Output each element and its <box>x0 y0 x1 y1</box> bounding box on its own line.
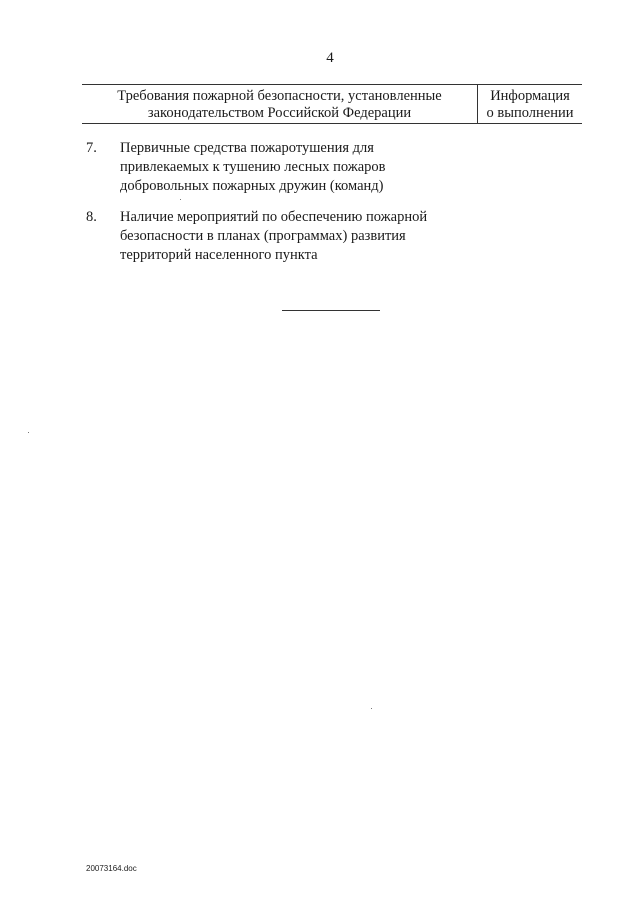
page-number: 4 <box>326 50 334 66</box>
item-text-line: безопасности в планах (программах) развития <box>120 228 406 244</box>
end-separator-line <box>282 310 380 311</box>
item-text-line: добровольных пожарных дружин (команд) <box>120 178 384 194</box>
info-header-line-2: о выполнении <box>486 105 574 121</box>
requirements-header-line-1: Требования пожарной безопасности, установленные <box>117 88 442 104</box>
table-header <box>82 84 582 124</box>
requirements-column-header <box>82 85 478 123</box>
item-text-line: территорий населенного пункта <box>120 247 318 263</box>
info-column-header <box>478 85 582 123</box>
item-text <box>120 139 440 196</box>
item-number: 7. <box>86 140 97 156</box>
list-item <box>86 139 440 196</box>
item-text-line: Первичные средства пожаротушения для <box>120 140 374 156</box>
scan-speck <box>28 432 29 433</box>
footer-filename: 20073164.doc <box>86 864 137 873</box>
list-item <box>86 208 440 265</box>
requirements-header-line-2: законодательством Российской Федерации <box>147 105 412 121</box>
item-text-line: привлекаемых к тушению лесных пожаров <box>120 159 386 175</box>
scan-speck <box>180 199 181 200</box>
item-text-line: Наличие мероприятий по обеспечению пожарной <box>120 209 428 225</box>
scan-speck <box>371 708 372 709</box>
item-number: 8. <box>86 209 97 225</box>
info-header-line-1: Информация <box>490 88 570 104</box>
item-text <box>120 208 440 265</box>
